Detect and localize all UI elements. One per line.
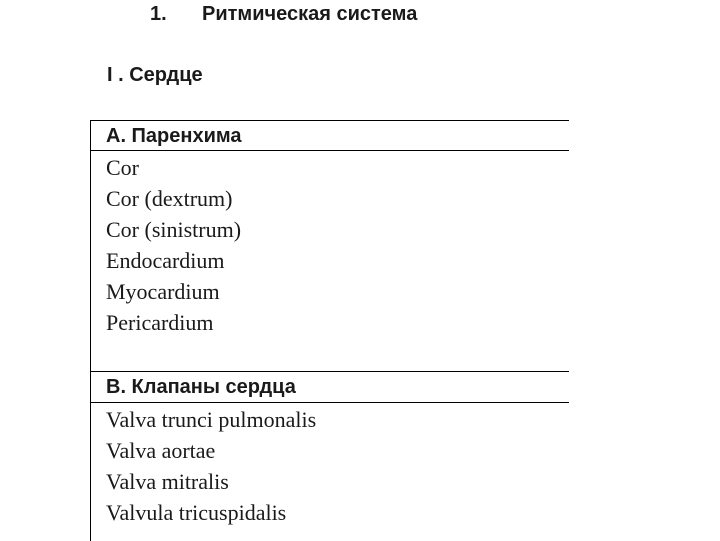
section-number: 1. [150, 3, 167, 25]
list-item: Pericardium [106, 310, 214, 335]
list-item: Cor [106, 155, 139, 180]
list-item: Cor (dextrum) [106, 186, 233, 211]
list-item: Cor (sinistrum) [106, 217, 242, 242]
list-item: Myocardium [106, 279, 220, 304]
list-item: Endocardium [106, 248, 225, 273]
page-title [150, 0, 417, 28]
list-item: Valva trunci pulmonalis [106, 407, 317, 432]
subsection-title: I . Сердце [107, 64, 203, 86]
list-item: Valvula tricuspidalis [106, 500, 287, 525]
section-header-parenchyma: A. Паренхима [91, 121, 569, 151]
section-header-valves: B. Клапаны сердца [91, 371, 569, 403]
list-item: Valva aortae [106, 438, 216, 463]
terms-table [90, 120, 569, 541]
list-item: Valva mitralis [106, 469, 229, 494]
section-title: Ритмическая система [202, 3, 418, 25]
